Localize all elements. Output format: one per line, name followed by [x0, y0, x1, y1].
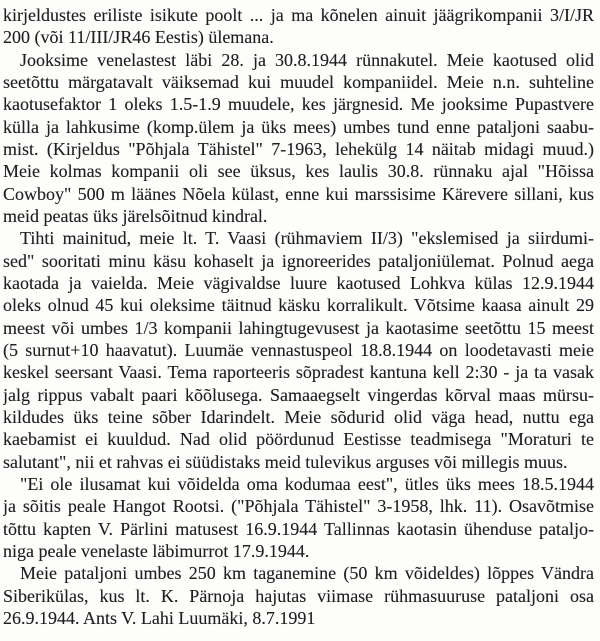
- text-line: 26.9.1944. Ants V. Lahi Luumäki, 8.7.1991: [3, 607, 316, 628]
- text-line: seetõttu märgatavalt väiksemad kui muudel kompaniidel. Meie n.n. suhteline: [3, 71, 594, 92]
- text-line: Tihti mainitud, meie lt. T. Vaasi (rühmaviem II/3) "ekslemised ja siirdumi-: [20, 228, 594, 249]
- text-line: keskel seersant Vaasi. Tema raporteeris sõpradest kantuna kell 2:30 - ja ta vasak: [3, 362, 594, 383]
- text-line: kaotusefaktor 1 oleks 1.5-1.9 muudele, kes järgnesid. Me jooksime Pupastvere: [3, 94, 594, 115]
- text-line: Meie pataljoni umbes 250 km taganemine (50 km võideldes) lõppes Vändra: [20, 563, 594, 584]
- text-line: Jooksime venelastest läbi 28. ja 30.8.1944 rünnakutel. Meie kaotused olid: [20, 49, 594, 70]
- text-line: salutant", nii et rahvas ei süüdistaks meid tulevikus arguses või millegis muus.: [3, 451, 568, 472]
- text-line: ja sõitis peale Hangot Rootsi. ("Põhjala Tähistel" 3-1958, lhk. 11). Osavõtmise: [3, 496, 594, 517]
- text-line: "Ei ole ilusamat kui võidelda oma kodumaa eest", ütles üks mees 18.5.1944: [20, 473, 594, 494]
- text-line: kaebamist ei kuuldud. Nad olid pöördunud Eestisse teadmisega "Moraturi te: [3, 429, 594, 450]
- paragraph: [3, 562, 594, 629]
- text-line: külla ja lahkusime (komp.ülem ja üks mees) umbes tund enne pataljoni saabu-: [3, 116, 594, 137]
- text-line: Meie kolmas kompanii oli see üksus, kes laulis 30.8. rünnaku ajal "Hõissa: [3, 161, 594, 182]
- text-line: mist. (Kirjeldus "Põhjala Tähistel" 7-1963, lehekülg 14 näitab midagi muud.): [3, 138, 594, 159]
- text-line: tõttu kapten V. Pärlini matusest 16.9.1944 Tallinnas kaotasin ühenduse pataljo-: [3, 518, 594, 539]
- text-line: kildudes üks teine sõber Idarindelt. Meie sõdurid olid väga head, nuttu ega: [3, 406, 594, 427]
- text-line: Cowboy" 500 m läänes Nõela külast, enne kui marssisime Kärevere sillani, kus: [3, 183, 594, 204]
- text-line: Siberikülas, kus lt. K. Pärnoja hajutas viimase rühmasuuruse pataljoni osa: [3, 585, 594, 606]
- paragraph: [3, 473, 594, 562]
- text-line: 200 (või 11/III/JR46 Eestis) ülemana.: [3, 27, 274, 48]
- text-line: niga peale venelaste läbimurrot 17.9.1944.: [3, 540, 310, 561]
- text-line: meid peatas üks järelsõitnud kindral.: [3, 205, 268, 226]
- paragraph: [3, 227, 594, 473]
- paragraph: [3, 49, 594, 228]
- text-line: meest või umbes 1/3 kompanii lahingtugevusest ja kaotasime seetõttu 15 meest: [3, 317, 594, 338]
- text-line: (5 surnut+10 haavatut). Luumäe vennastuspeol 18.8.1944 on loodetavasti meie: [3, 339, 594, 360]
- text-line: jalg rippus vabalt paari kõõlusega. Samaaegselt vingerdas kõrval maas mürsu-: [3, 384, 594, 405]
- text-line: sed" sooritati minu käsu kohaselt ja ignoreerides pataljoniülemat. Polnud aega: [3, 250, 594, 271]
- text-line: oleks olnud 45 kui oleksime täitnud käsku korralikult. Võtsime kaasa ainult 29: [3, 295, 594, 316]
- paragraph: [3, 4, 594, 49]
- text-line: kirjeldustes eriliste isikute poolt ... ja ma kõnelen ainuit jäägrikompanii 3/I/JR: [3, 5, 594, 25]
- text-line: kaotada ja vaielda. Meie vägivaldse luure kaotused Lohkva külas 12.9.1944: [3, 272, 594, 293]
